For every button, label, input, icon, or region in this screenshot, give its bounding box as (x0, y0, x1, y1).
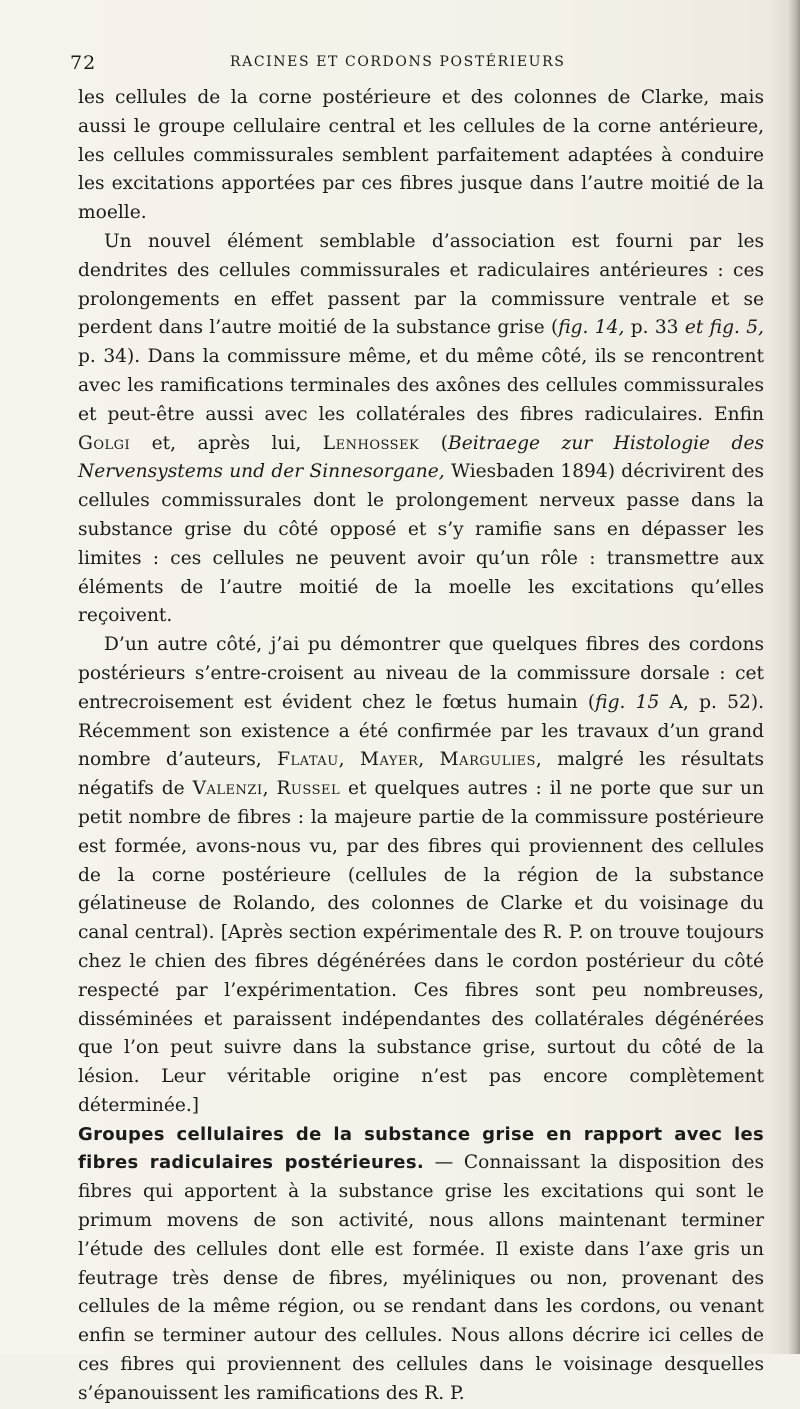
paragraph-text: et, après lui, (130, 432, 323, 454)
figure-reference: et fig. 5, (684, 317, 764, 339)
paragraph-text: Un nouvel élément semblable d’association est fourni par les dendrites des cellules commissurales et radiculaires antérieures : ces prolongements en effet passent par la commissure ventrale et se perdent dans l’autre moitié de la substance grise ( (78, 230, 764, 339)
paragraph-text: — Connaissant la disposition des fibres qui apportent à la substance grise les excitations qui sont le primum movens de son activité, nous allons maintenant terminer l’étude des cellules dont elle est formée. Il existe dans l’axe gris un feutrage très dense de fibres, myéliniques ou non, provenant des cellules de la même région, ou se rendant dans les cordons, ou venant enfin se terminer autour des cellules. Nous allons décrire ici celles de ces fibres qui proviennent des cellules dans le voisinage desquelles s’épanouissent les ramifications des R. P. (78, 1152, 765, 1404)
separator: , (418, 749, 440, 771)
section-heading: Groupes cellulaires de la substance grise en rapport avec les fibres radiculaires postérieures. (78, 1123, 764, 1174)
separator: , (338, 749, 361, 771)
running-title: RACINES ET CORDONS POSTÉRIEURS (230, 54, 566, 70)
author-name: Margulies (439, 749, 536, 771)
author-name: Golgi (78, 432, 131, 454)
author-name: Mayer (360, 749, 419, 771)
paragraph-text: ( (419, 432, 449, 454)
running-head (70, 52, 760, 76)
paragraph-text: p. 33 (624, 317, 685, 339)
page-number: 72 (70, 52, 97, 74)
paragraph-cell-groups (78, 1121, 764, 1409)
author-name: Lenhossek (322, 432, 420, 454)
paragraph-association (78, 228, 764, 631)
page-edge-shadow (788, 0, 800, 1354)
author-name: Flatau (277, 749, 339, 771)
book-title: Beitraege zur Histologie des Nervensystems und der Sinnesorgane, (78, 432, 764, 483)
paragraph-text: Wiesbaden 1894) décrivirent des cellules commissurales dont le prolongement nerveux passe dans la substance grise du côté opposé et s’y ramifie sans en dépasser les limites : ces cellules ne peuvent avoir qu’un rôle : transmettre aux éléments de l’autre moitié de la moelle les excitations qu’elles reçoivent. (78, 461, 764, 627)
separator: , (262, 778, 277, 800)
paragraph-text: , malgré les résultats négatifs de (78, 749, 764, 800)
author-name: Russel (276, 778, 341, 800)
paragraph-text: p. 34). Dans la commissure même, et du même côté, ils se rencontrent avec les ramifications terminales des axônes des cellules commissurales et peut-être aussi avec les collatérales des fibres radiculaires. Enfin (78, 346, 764, 425)
figure-reference: fig. 14, (558, 317, 625, 339)
paragraph-text: D’un autre côté, j’ai pu démontrer que quelques fibres des cordons postérieurs s’entre-croisent au niveau de la commissure dorsale : cet entrecroisement est évident chez le fœtus humain ( (78, 634, 764, 713)
body-text (78, 84, 764, 1409)
paragraph-text: et quelques autres : il ne porte que sur un petit nombre de fibres : la majeure partie de la commissure postérieure est formée, avons-nous vu, par des fibres qui proviennent des cellules de la corne postérieure (cellules de la région de la substance gélatineuse de Rolando, des colonnes de Clarke et du voisinage du canal central). [Après section expérimentale des R. P. on trouve toujours chez le chien des fibres dégénérées dans le cordon postérieur du côté respecté par l’expérimentation. Ces fibres sont peu nombreuses, disséminées et paraissent indépendantes des collatérales dégénérées que l’on peut suivre dans la substance grise, surtout du côté de la lésion. Leur véritable origine n’est pas encore complètement déterminée.] (78, 778, 764, 1116)
paragraph-continuation (78, 84, 764, 228)
figure-reference: fig. 15 (595, 691, 660, 713)
author-name: Valenzi (192, 778, 263, 800)
paragraph-text: les cellules de la corne postérieure et des colonnes de Clarke, mais aussi le groupe cellulaire central et les cellules de la corne antérieure, les cellules commissurales semblent parfaitement adaptées à conduire les excitations apportées par ces fibres jusque dans l’autre moitié de la moelle. (78, 87, 764, 224)
paragraph-text: A, p. 52). Récemment son existence a été confirmée par les travaux d’un grand nombre d’auteurs, (78, 691, 764, 771)
paragraph-commissure (78, 631, 764, 1121)
